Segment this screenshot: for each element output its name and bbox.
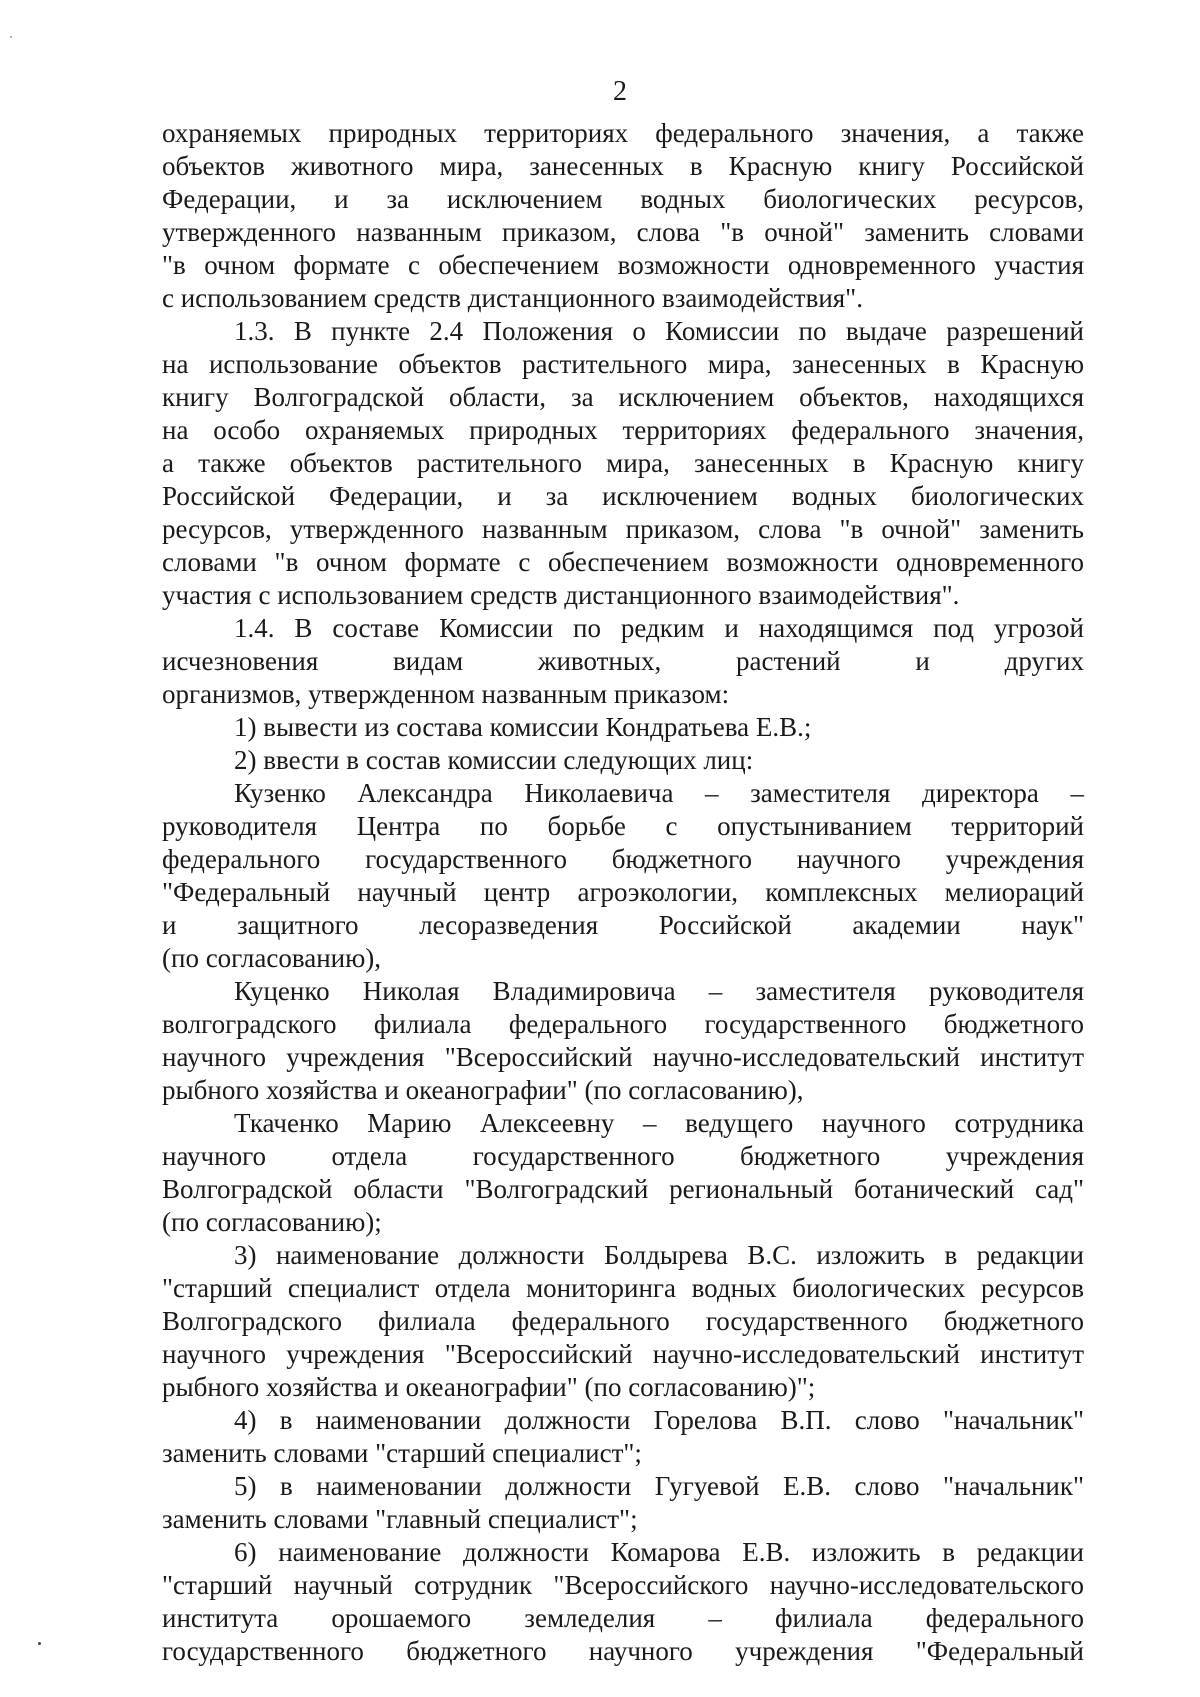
text-line: 3) наименование должности Болдырева В.С. изложить в редакции [234, 1240, 1084, 1270]
text-line: с использованием средств дистанционного взаимодействия". [162, 283, 863, 313]
text-line: Ткаченко Марию Алексеевну – ведущего научного сотрудника [234, 1108, 1084, 1138]
text-line: рыбного хозяйства и океанографии" (по согласованию)"; [162, 1372, 816, 1402]
text-line: организмов, утвержденном названным приказом: [162, 679, 730, 709]
text-line: заменить словами "старший специалист"; [162, 1438, 642, 1468]
text-line: 1.3. В пункте 2.4 Положения о Комиссии по выдаче разрешений [234, 316, 1084, 346]
text-line: руководителя Центра по борьбе с опустыниванием территорий [162, 811, 1084, 841]
text-line: на использование объектов растительного мира, занесенных в Красную [162, 349, 1084, 379]
text-line: федерального государственного бюджетного научного учреждения [162, 844, 1084, 874]
text-line: Российской Федерации, и за исключением водных биологических [162, 481, 1084, 511]
text-line: Кузенко Александра Николаевича – заместителя директора – [234, 778, 1084, 808]
text-line: научного учреждения "Всероссийский научно-исследовательский институт [162, 1339, 1084, 1369]
text-line: 2) ввести в состав комиссии следующих лиц: [234, 745, 754, 775]
text-line: (по согласованию), [162, 943, 382, 973]
text-line: и защитного лесоразведения Российской академии наук" [162, 910, 1084, 940]
page-number: 2 [613, 76, 627, 107]
text-line: охраняемых природных территориях федерального значения, а также [162, 118, 1084, 148]
text-line: Волгоградского филиала федерального государственного бюджетного [162, 1306, 1084, 1336]
text-line: "старший специалист отдела мониторинга водных биологических ресурсов [162, 1273, 1084, 1303]
text-line: Волгоградской области "Волгоградский региональный ботанический сад" [162, 1174, 1084, 1204]
text-line: научного отдела государственного бюджетного учреждения [162, 1141, 1084, 1171]
text-line: Федерации, и за исключением водных биологических ресурсов, [162, 184, 1084, 214]
text-line: заменить словами "главный специалист"; [162, 1504, 638, 1534]
text-line: книгу Волгоградской области, за исключением объектов, находящихся [162, 382, 1084, 412]
text-line: объектов животного мира, занесенных в Красную книгу Российской [162, 151, 1084, 181]
text-line: 4) в наименовании должности Горелова В.П. слово "начальник" [234, 1405, 1084, 1435]
text-line: 1) вывести из состава комиссии Кондратьева Е.В.; [234, 712, 812, 742]
text-line: "в очном формате с обеспечением возможности одновременного участия [162, 250, 1084, 280]
text-line: "старший научный сотрудник "Всероссийского научно-исследовательского [162, 1570, 1084, 1600]
text-line: словами "в очном формате с обеспечением возможности одновременного [162, 547, 1084, 577]
text-line: научного учреждения "Всероссийский научно-исследовательский институт [162, 1042, 1084, 1072]
text-line: 1.4. В составе Комиссии по редким и находящимся под угрозой [234, 613, 1084, 643]
text-line: волгоградского филиала федерального государственного бюджетного [162, 1009, 1084, 1039]
scan-speck [10, 36, 12, 38]
text-line: ресурсов, утвержденного названным приказом, слова "в очной" заменить [162, 514, 1084, 544]
text-line: "Федеральный научный центр агроэкологии, комплексных мелиораций [162, 877, 1084, 907]
document-body [162, 117, 1084, 1668]
text-line: государственного бюджетного научного учреждения "Федеральный [162, 1636, 1084, 1666]
text-line: 6) наименование должности Комарова Е.В. изложить в редакции [234, 1537, 1084, 1567]
text-line: института орошаемого земледелия – филиала федерального [162, 1603, 1084, 1633]
text-line: рыбного хозяйства и океанографии" (по согласованию), [162, 1075, 804, 1105]
text-line: утвержденного названным приказом, слова "в очной" заменить словами [162, 217, 1084, 247]
text-line: (по согласованию); [162, 1207, 382, 1237]
text-line: исчезновения видам животных, растений и других [162, 646, 1084, 676]
text-line: участия с использованием средств дистанционного взаимодействия". [162, 580, 960, 610]
scan-speck [38, 1642, 41, 1645]
text-line: а также объектов растительного мира, занесенных в Красную книгу [162, 448, 1084, 478]
text-line: Куценко Николая Владимировича – заместителя руководителя [234, 976, 1084, 1006]
text-line: 5) в наименовании должности Гугуевой Е.В. слово "начальник" [234, 1471, 1084, 1501]
text-line: на особо охраняемых природных территориях федерального значения, [162, 415, 1084, 445]
